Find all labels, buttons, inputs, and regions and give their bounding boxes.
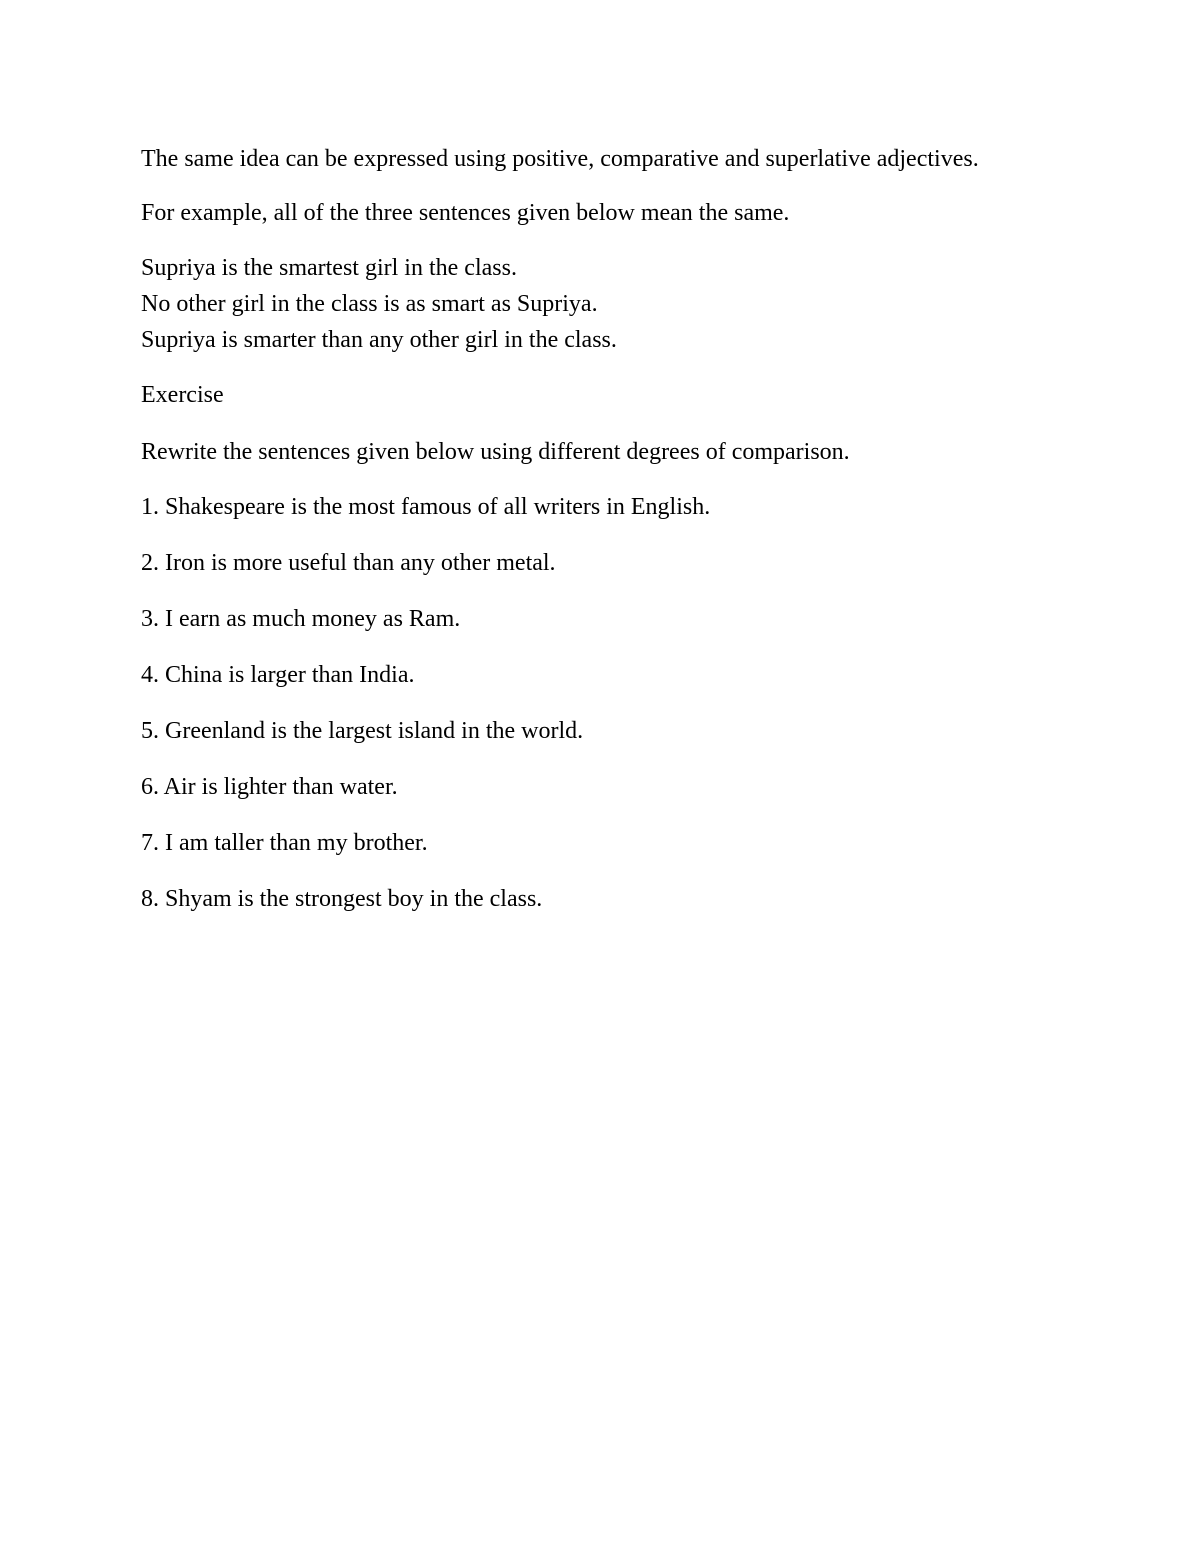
example-sentence: Supriya is the smartest girl in the class. (141, 255, 517, 281)
exercise-item: 7. I am taller than my brother. (141, 830, 428, 856)
example-sentence: No other girl in the class is as smart as Supriya. (141, 291, 598, 317)
exercise-instruction: Rewrite the sentences given below using different degrees of comparison. (141, 439, 850, 465)
exercise-heading: Exercise (141, 382, 224, 408)
exercise-item: 5. Greenland is the largest island in the world. (141, 718, 584, 744)
example-sentence: Supriya is smarter than any other girl in the class. (141, 327, 617, 353)
example-sentences (141, 250, 1041, 358)
page-content (141, 141, 1041, 937)
exercise-list (141, 489, 1041, 918)
exercise-item: 2. Iron is more useful than any other metal. (141, 550, 556, 576)
exercise-item: 3. I earn as much money as Ram. (141, 606, 461, 632)
exercise-item: 4. China is larger than India. (141, 662, 415, 688)
intro-paragraph: The same idea can be expressed using positive, comparative and superlative adjectives. (141, 146, 979, 172)
exercise-item: 8. Shyam is the strongest boy in the class. (141, 886, 543, 912)
example-lead-paragraph: For example, all of the three sentences given below mean the same. (141, 200, 790, 226)
exercise-item: 6. Air is lighter than water. (141, 774, 398, 800)
exercise-item: 1. Shakespeare is the most famous of all writers in English. (141, 494, 711, 520)
